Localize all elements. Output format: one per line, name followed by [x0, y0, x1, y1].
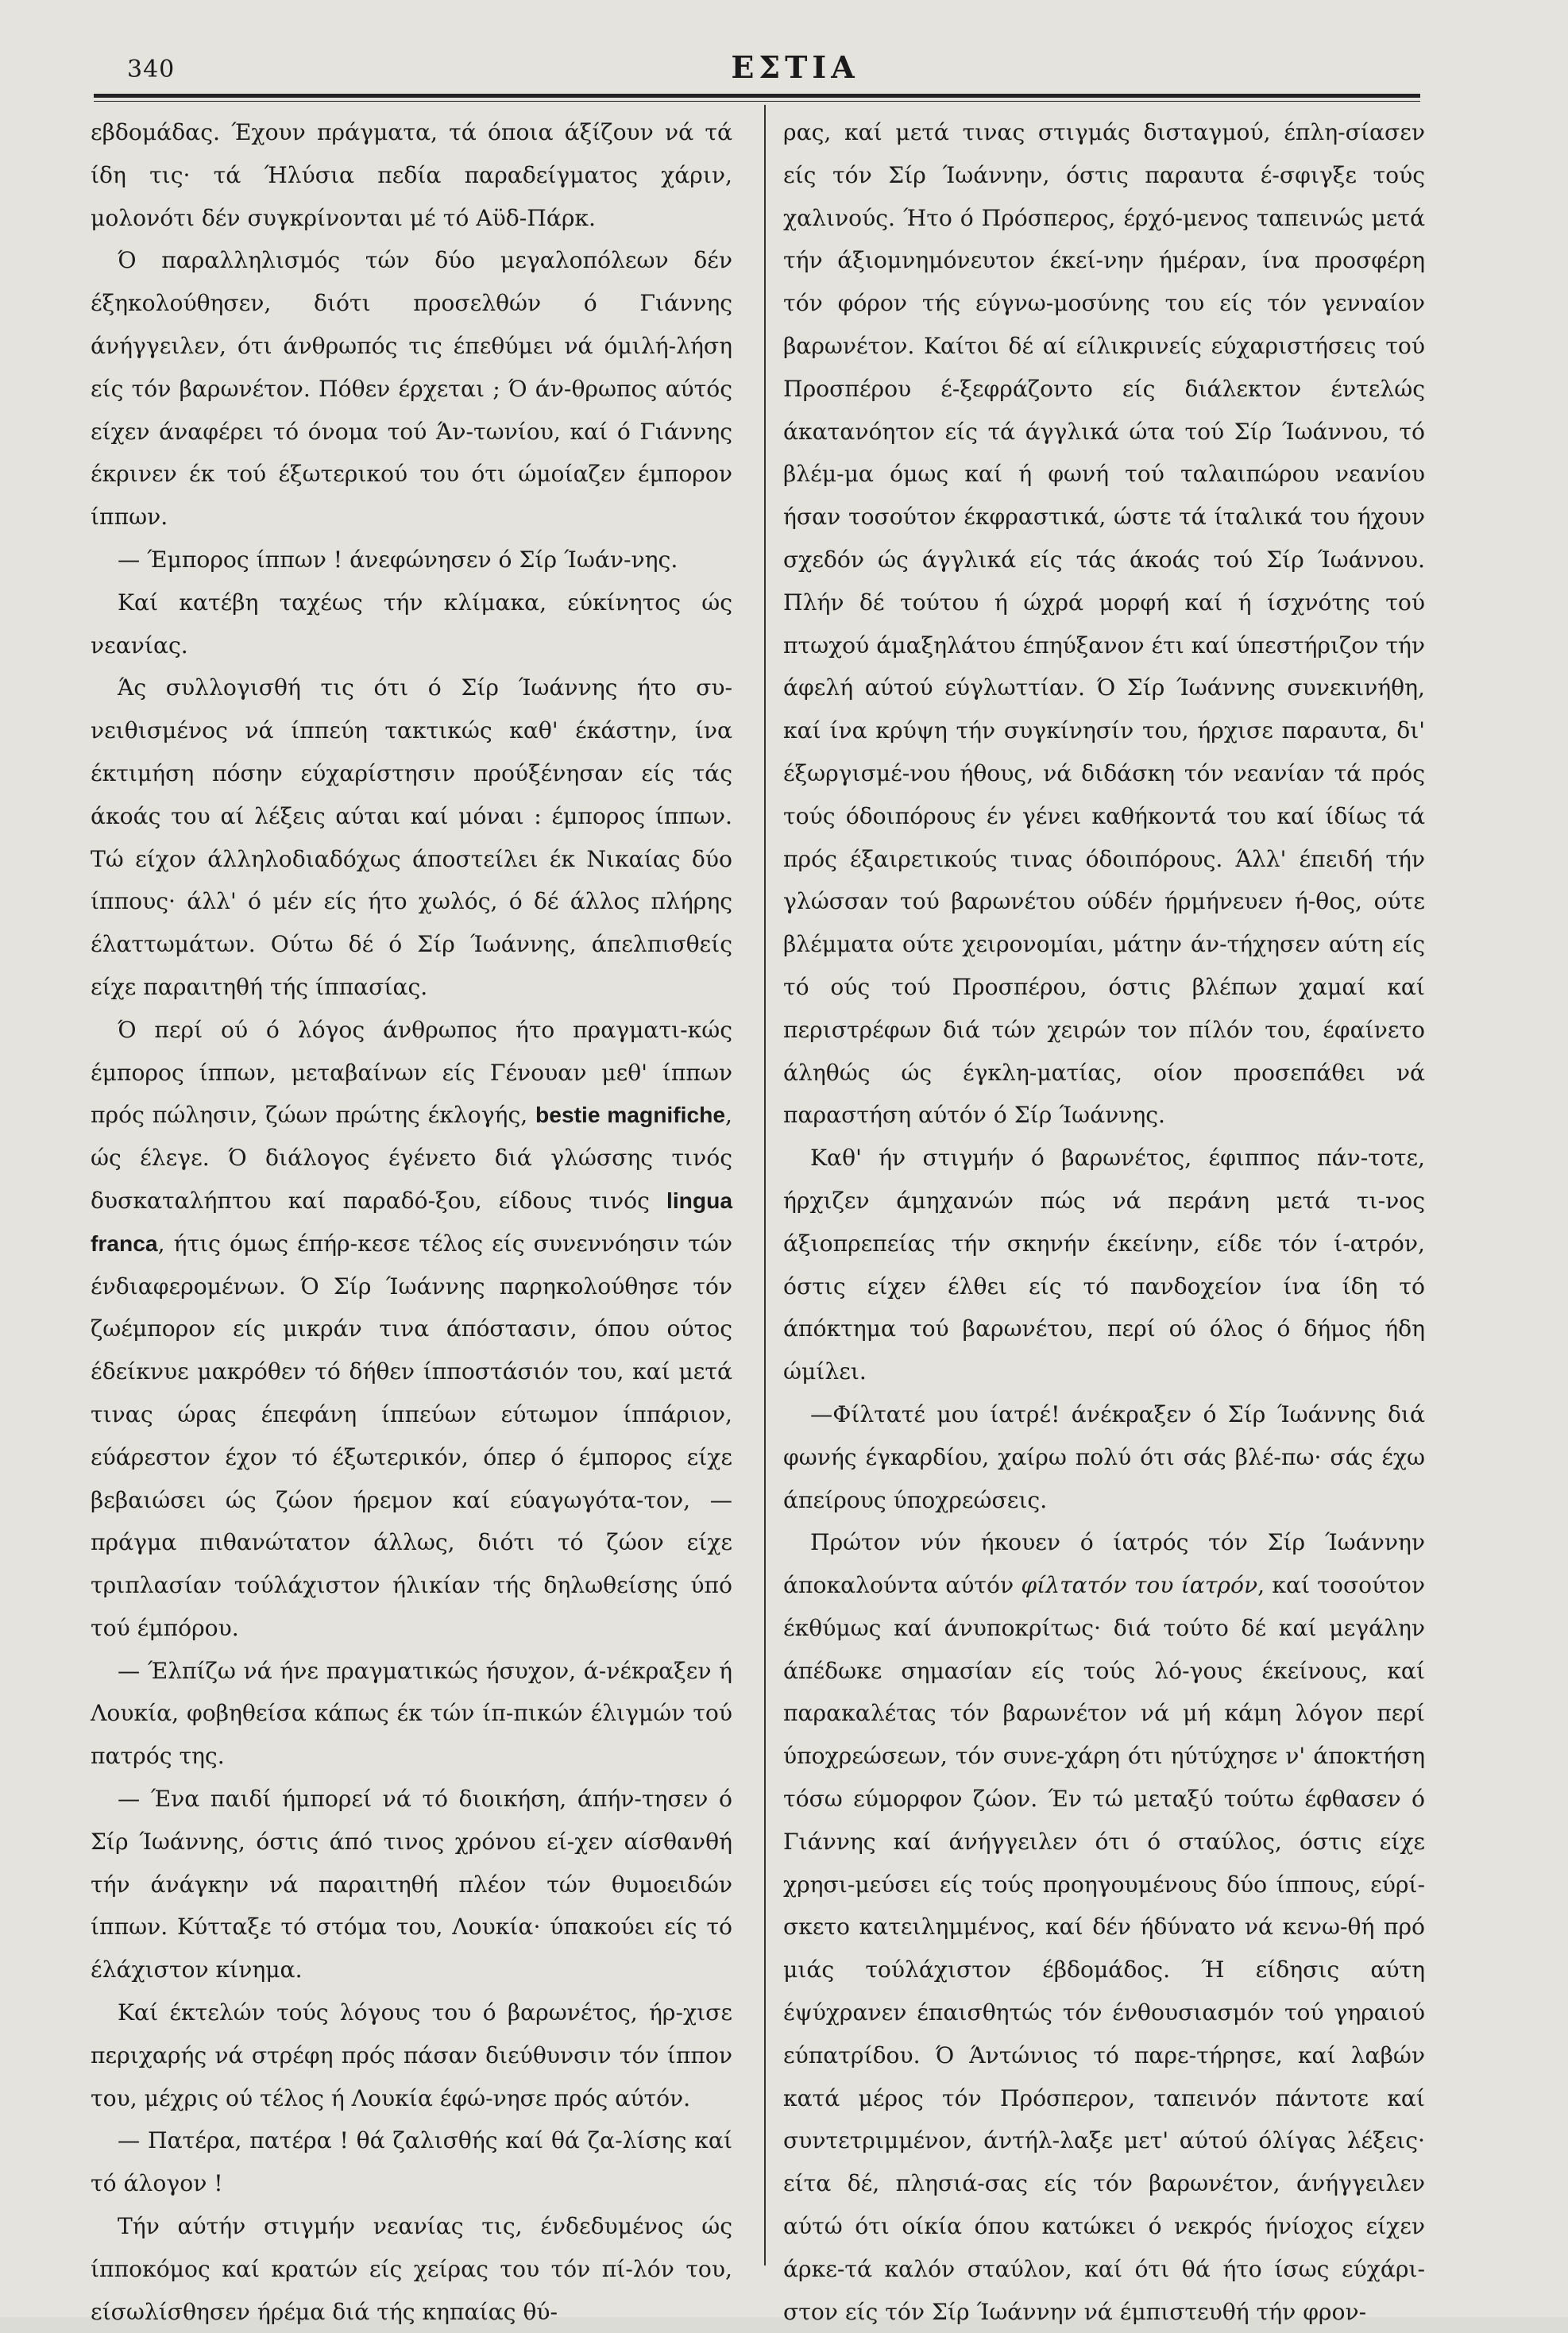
foreign-phrase: bestie magnifiche — [535, 1102, 726, 1128]
header-rule — [94, 94, 1420, 102]
left-column — [91, 111, 732, 2333]
paragraph: Καθ' ήν στιγμήν ό βαρωνέτος, έφιππος πάν-τοτε, ήρχιζεν άμηχανών πώς νά περάνη μετά τι-νος άξιοπρεπείας τήν σκηνήν έκείνην, είδε τόν ί-ατρόν, όστις είχεν έλθει είς τό πανδοχείον ίνα ίδη τό άπόκτημα τού βαρωνέτου, περί ού όλος ό δήμος ήδη ώμίλει. — [783, 1145, 1425, 1385]
paragraph: —Φίλτατέ μου ίατρέ! άνέκραξεν ό Σίρ Ίωάννης διά φωνής έγκαρδίου, χαίρω πολύ ότι σάς βλέ-πω· σάς έχω άπείρους ύποχρεώσεις. — [783, 1400, 1425, 1513]
paragraph — [91, 1009, 732, 1650]
paragraph: — Έμπορος ίππων ! άνεφώνησεν ό Σίρ Ίωάν-νης. — [118, 546, 678, 573]
paragraph: εβδομάδας. Έχουν πράγματα, τά όποια άξίζουν νά τά ίδη τις· τά Ήλύσια πεδία παραδείγματος χάριν, μολονότι δέν συγκρίνονται μέ τό Αϋδ-Πάρκ. — [91, 119, 732, 231]
paragraph: Τήν αύτήν στιγμήν νεανίας τις, ένδεδυμένος ώς ίπποκόμος καί κρατών είς χείρας του τόν πί-λόν του, είσωλίσθησεν ήρέμα διά τής κηπαίας θύ- — [91, 2213, 732, 2325]
paragraph: — Πατέρα, πατέρα ! θά ζαλισθής καί θά ζα-λίσης καί τό άλογον ! — [91, 2127, 732, 2197]
paragraph: Ό παραλληλισμός τών δύο μεγαλοπόλεων δέν έξηκολούθησεν, διότι προσελθών ό Γιάννης άνήγγειλεν, ότι άνθρωπός τις έπεθύμει νά όμιλή-λήση είς τόν βαρωνέτον. Πόθεν έρχεται ; Ό άν-θρωπος αύτός είχεν άναφέρει τό όνομα τού Άν-τωνίου, καί ό Γιάννης έκρινεν έκ τού έξωτερικού του ότι ώμοίαζεν έμπορον ίππων. — [91, 247, 732, 531]
paragraph — [783, 1521, 1425, 2333]
text-run: Πρώτον νύν ήκουεν ό ίατρός τόν Σίρ Ίωάννην άποκαλούντα αύτόν — [783, 1529, 1425, 1599]
text-run: , ώς έλεγε. Ό διάλογος έγένετο διά γλώσσης τινός δυσκαταλήπτου καί παραδό-ξου, είδους τινός — [91, 1102, 733, 1214]
column-divider — [764, 105, 766, 2265]
paragraph: Καί έκτελών τούς λόγους του ό βαρωνέτος, ήρ-χισε περιχαρής νά στρέφη πρός πάσαν διεύθυνσιν τόν ίππον του, μέχρις ού τέλος ή Λουκία έφώ-νησε πρός αύτόν. — [91, 1999, 732, 2111]
paragraph: ρας, καί μετά τινας στιγμάς δισταγμού, έπλη-σίασεν είς τόν Σίρ Ίωάννην, όστις παραυτα έ-σφιγξε τούς χαλινούς. Ήτο ό Πρόσπερος, έρχό-μενος ταπεινώς μετά τήν άξιομνημόνευτον έκεί-νην ήμέραν, ίνα προσφέρη τόν φόρον τής εύγνω-μοσύνης του είς τόν γενναίον βαρωνέτον. Καίτοι δέ αί είλικρινείς εύχαριστήσεις τού Προσπέρου έ-ξεφράζοντο είς διάλεκτον έντελώς άκατανόητον είς τά άγγλικά ώτα τού Σίρ Ίωάννου, τό βλέμ-μα όμως καί ή φωνή τού ταλαιπώρου νεανίου ήσαν τοσούτον έκφραστικά, ώστε τά ίταλικά του ήχουν σχεδόν ώς άγγλικά είς τάς άκοάς τού Σίρ Ίωάννου. Πλήν δέ τούτου ή ώχρά μορφή καί ή ίσχνότης τού πτωχού άμαξηλάτου έπηύξανον έτι καί ύπεστήριζον τήν άφελή αύτού εύγλωττίαν. Ό Σίρ Ίωάννης συνεκινήθη, καί ίνα κρύψη τήν συγκίνησίν του, ήρχισε παραυτα, δι' έξωργισμέ-νου ήθους, νά διδάσκη τόν νεανίαν τά πρός τούς όδοιπόρους έν γένει καθήκοντά του καί ίδίως τά πρός έξαιρετικούς τινας όδοιπόρους. Άλλ' έπειδή τήν γλώσσαν τού βαρωνέτου ούδέν ήρμήνευεν ή-θος, ούτε βλέμματα ούτε χειρονομίαι, μάτην άν-τήχησεν αύτη είς τό ούς τού Προσπέρου, όστις βλέπων χαμαί καί περιστρέφων διά τών χειρών τον πίλόν του, έφαίνετο άληθώς ώς έγκλη-ματίας, οίον προσεπάθει νά παραστήση αύτόν ό Σίρ Ίωάννης. — [783, 119, 1425, 1129]
page-number: 340 — [127, 56, 176, 83]
paragraph: Καί κατέβη ταχέως τήν κλίμακα, εύκίνητος ώς νεανίας. — [91, 589, 732, 659]
text-run: , καί τοσούτον έκθύμως καί άνυποκρίτως· διά τούτο δέ καί μεγάλην άπέδωκε σημασίαν είς τούς λό-γους έκείνους, καί παρακαλέτας τόν βαρωνέτον νά μή κάμη λόγον περί ύποχρεώσεων, τόν συνε-χάρη ότι ηύτύχησε ν' άποκτήση τόσω εύμορφον ζώον. Έν τώ μεταξύ τούτω έφθασεν ό Γιάννης καί άνήγγειλεν ότι ό σταύλος, όστις είχε χρησι-μεύσει είς τούς προηγουμένους δύο ίππους, εύρί-σκετο κατειλημμένος, καί δέν ήδύνατο νά κενω-θή πρό μιάς τούλάχιστον έβδομάδος. Ή είδησις αύτη έψύχρανεν έπαισθητώς τόν ένθουσιασμόν τού γηραιού εύπατρίδου. Ό Άντώνιος τό παρε-τήρησε, καί λαβών κατά μέρος τόν Πρόσπερον, ταπεινόν πάντοτε καί συντετριμμένον, άντήλ-λαξε μετ' αύτού όλίγας λέξεις· είτα δέ, πλησιά-σας είς τόν βαρωνέτον, άνήγγειλεν αύτώ ότι οίκία όπου κατώκει ό νεκρός ήνίοχος είχεν άρκε-τά καλόν σταύλον, καί ότι θά ήτο ίσως εύχάρι-στον είς τόν Σίρ Ίωάννην νά έμπιστευθή τήν φρον- — [783, 1572, 1425, 2325]
page-header — [94, 49, 1497, 89]
foreign-phrase: lingua franca — [91, 1187, 732, 1256]
paragraph: Άς συλλογισθή τις ότι ό Σίρ Ίωάννης ήτο συ-νειθισμένος νά ίππεύη τακτικώς καθ' έκάστην, ίνα έκτιμήση πόσην εύχαρίστησιν προύξένησαν είς τάς άκοάς του αί λέξεις αύται καί μόναι : έμπορος ίππων. Τώ είχον άλληλοδιαδόχως άποστείλει έκ Νικαίας δύο ίππους· άλλ' ό μέν είς ήτο χωλός, ό δέ άλλος πλήρης έλαττωμάτων. Ούτω δέ ό Σίρ Ίωάννης, άπελπισθείς είχε παραιτηθή τής ίππασίας. — [91, 674, 732, 1000]
emphasized-phrase: φίλτατόν του ίατρόν — [1021, 1572, 1258, 1599]
paragraph: — Ένα παιδί ήμπορεί νά τό διοικήση, άπήν-τησεν ό Σίρ Ίωάννης, όστις άπό τινος χρόνου εί-χεν αίσθανθή τήν άνάγκην νά παραιτηθή πλέον τών θυμοειδών ίππων. Κύτταξε τό στόμα του, Λουκία· ύπακούει είς τό έλάχιστον κίνημα. — [91, 1786, 732, 1983]
text-run: , ήτις όμως έπήρ-κεσε τέλος είς συνεννόησιν τών ένδιαφερομένων. Ό Σίρ Ίωάννης παρηκολούθησε τόν ζωέμπορον είς μικράν τινα άπόστασιν, όπου ούτος έδείκνυε μακρόθεν τό δήθεν ίπποστάσιόν του, καί μετά τινας ώρας έπεφάνη ίππεύων εύτωμον ίππάριον, εύάρεστον έχον τό έξωτερικόν, όπερ ό έμπορος είχε βεβαιώσει ώς ζώον ήρεμον καί εύαγωγότα-τον, — πράγμα πιθανώτατον άλλως, διότι τό ζώον είχε τριπλασίαν τούλάχιστον ήλικίαν τής δηλωθείσης ύπό τού έμπόρου. — [91, 1230, 732, 1641]
text-run: Ό περί ού ό λόγος άνθρωπος ήτο πραγματι-κώς έμπορος ίππων, μεταβαίνων είς Γένουαν μεθ' ίππων πρός πώλησιν, ζώων πρώτης έκλογής, — [91, 1016, 732, 1129]
running-title: ΕΣΤΙΑ — [731, 49, 859, 85]
paragraph: — Έλπίζω νά ήνε πραγματικώς ήσυχον, ά-νέκραξεν ή Λουκία, φοβηθείσα κάπως έκ τών ίπ-πικών έλιγμών τού πατρός της. — [91, 1657, 732, 1770]
right-column — [783, 111, 1425, 2333]
